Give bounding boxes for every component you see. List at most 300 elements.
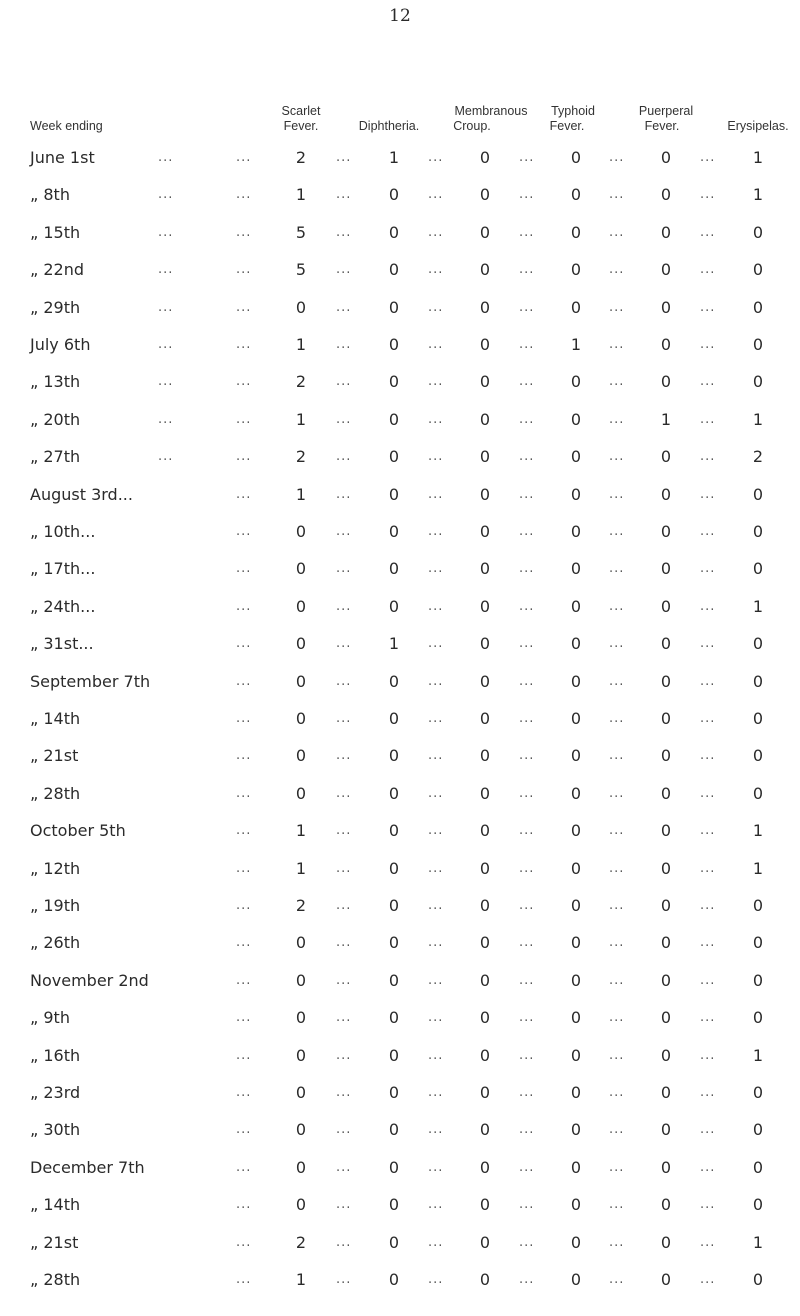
label-leader-dots: ... [158,449,174,465]
cell-value: 0 [479,1195,491,1215]
cell-value: 0 [570,222,582,242]
leader-dots: ... [336,1159,352,1175]
leader-dots: ... [700,711,716,726]
cell-value: 0 [752,1195,764,1215]
cell-value: 0 [388,746,400,766]
cell-value: 0 [570,1157,582,1177]
table-row [0,969,800,993]
week-ending-label: „ 26th [30,933,81,953]
cell-value: 0 [752,1008,764,1028]
table-row [0,370,800,394]
leader-dots: ... [519,711,535,726]
leader-dots: ... [609,785,625,801]
leader-dots: ... [236,785,252,801]
cell-value: 1 [752,596,764,616]
leader-dots: ... [609,224,625,240]
leader-dots: ... [519,1272,535,1287]
cell-value: 0 [570,185,582,205]
cell-value: 0 [388,1008,400,1028]
leader-dots: ... [236,449,252,465]
leader-dots: ... [236,598,252,614]
leader-dots: ... [519,860,535,876]
cell-value: 0 [479,1270,491,1289]
leader-dots: ... [336,374,352,390]
leader-dots: ... [428,262,444,278]
cell-value: 0 [479,821,491,841]
cell-value: 0 [752,297,764,317]
cell-value: 0 [388,671,400,691]
cell-value: 0 [752,933,764,953]
week-ending-label: „ 27th [30,447,81,467]
leader-dots: ... [336,823,352,839]
cell-value: 0 [660,634,672,654]
cell-value: 0 [570,1195,582,1215]
cell-value: 0 [388,335,400,354]
leader-dots: ... [609,1197,625,1213]
cell-value: 0 [479,372,491,392]
leader-dots: ... [336,449,352,465]
cell-value: 0 [479,746,491,766]
cell-value: 0 [295,522,307,541]
cell-value: 0 [660,1120,672,1140]
cell-value: 2 [295,447,307,467]
leader-dots: ... [236,972,252,988]
header-croup: Croup. [453,119,491,133]
leader-dots: ... [700,598,716,614]
cell-value: 0 [295,970,307,990]
week-ending-label: „ 21st [30,746,79,766]
cell-value: 0 [295,1195,307,1215]
leader-dots: ... [519,1047,535,1063]
leader-dots: ... [700,1085,716,1100]
leader-dots: ... [609,449,625,465]
leader-dots: ... [700,449,716,465]
cell-value: 0 [570,372,582,392]
week-ending-label: September 7th [30,671,151,691]
header-typhoid-fever-line1: Typhoid [551,104,595,118]
cell-value: 1 [295,821,307,841]
leader-dots: ... [336,561,352,577]
week-ending-label: „ 31st... [30,634,94,654]
cell-value: 0 [660,1232,672,1252]
leader-dots: ... [609,1159,625,1175]
cell-value: 0 [479,484,491,504]
week-ending-label: „ 30th [30,1120,81,1140]
leader-dots: ... [336,1010,352,1026]
leader-dots: ... [700,1272,716,1287]
cell-value: 0 [752,222,764,242]
cell-value: 0 [388,409,400,429]
cell-value: 0 [660,933,672,953]
cell-value: 0 [479,783,491,803]
leader-dots: ... [336,299,352,315]
leader-dots: ... [700,486,716,502]
leader-dots: ... [236,524,252,539]
leader-dots: ... [236,1234,252,1250]
week-ending-label: December 7th [30,1157,145,1177]
leader-dots: ... [700,187,716,203]
leader-dots: ... [519,785,535,801]
cell-value: 0 [660,1008,672,1028]
week-ending-label: August 3rd... [30,484,133,504]
cell-value: 0 [570,596,582,616]
cell-value: 0 [295,559,307,579]
cell-value: 0 [752,896,764,915]
cell-value: 0 [660,559,672,579]
leader-dots: ... [428,1047,444,1063]
leader-dots: ... [428,561,444,577]
table-row [0,1006,800,1030]
cell-value: 0 [570,297,582,317]
leader-dots: ... [236,673,252,689]
cell-value: 0 [479,559,491,579]
cell-value: 0 [388,596,400,616]
week-ending-label: „ 13th [30,372,81,392]
leader-dots: ... [519,150,535,165]
leader-dots: ... [609,860,625,876]
cell-value: 0 [479,297,491,317]
table-row [0,445,800,469]
table-row [0,1231,800,1255]
cell-value: 0 [295,1120,307,1140]
cell-value: 0 [660,1195,672,1215]
cell-value: 1 [388,634,400,654]
leader-dots: ... [700,1234,716,1250]
leader-dots: ... [428,374,444,390]
label-leader-dots: ... [158,150,174,165]
leader-dots: ... [236,299,252,315]
leader-dots: ... [336,785,352,801]
leader-dots: ... [336,935,352,951]
leader-dots: ... [519,823,535,839]
leader-dots: ... [609,1047,625,1063]
cell-value: 0 [479,709,491,728]
leader-dots: ... [236,636,252,652]
leader-dots: ... [609,673,625,689]
leader-dots: ... [428,411,444,427]
cell-value: 0 [660,1157,672,1177]
cell-value: 0 [752,260,764,280]
leader-dots: ... [519,1085,535,1100]
cell-value: 0 [479,970,491,990]
week-ending-label: „ 14th [30,709,81,728]
table-row [0,1044,800,1068]
leader-dots: ... [609,262,625,278]
leader-dots: ... [336,898,352,913]
week-ending-label: June 1st [30,148,95,167]
leader-dots: ... [519,561,535,577]
leader-dots: ... [336,411,352,427]
leader-dots: ... [519,374,535,390]
leader-dots: ... [609,823,625,839]
table-row [0,408,800,432]
leader-dots: ... [609,411,625,427]
leader-dots: ... [519,636,535,652]
cell-value: 0 [660,222,672,242]
leader-dots: ... [236,224,252,240]
cell-value: 1 [295,484,307,504]
leader-dots: ... [700,524,716,539]
cell-value: 1 [295,858,307,878]
leader-dots: ... [336,1122,352,1138]
leader-dots: ... [609,711,625,726]
week-ending-label: „ 17th... [30,559,96,579]
leader-dots: ... [519,598,535,614]
cell-value: 0 [388,783,400,803]
cell-value: 0 [388,447,400,467]
leader-dots: ... [428,224,444,240]
week-ending-label: „ 14th [30,1195,81,1215]
header-puerperal-fever-line2: Fever. [644,119,680,133]
cell-value: 0 [479,1045,491,1065]
leader-dots: ... [236,1272,252,1287]
cell-value: 2 [295,372,307,392]
cell-value: 0 [660,596,672,616]
leader-dots: ... [519,449,535,465]
cell-value: 0 [295,746,307,766]
leader-dots: ... [519,486,535,502]
cell-value: 0 [752,1270,764,1289]
leader-dots: ... [700,1047,716,1063]
table-row [0,296,800,320]
leader-dots: ... [336,337,352,352]
leader-dots: ... [519,299,535,315]
cell-value: 0 [479,335,491,354]
leader-dots: ... [700,636,716,652]
week-ending-label: July 6th [30,335,91,354]
leader-dots: ... [609,374,625,390]
cell-value: 0 [752,335,764,354]
cell-value: 0 [570,1232,582,1252]
week-ending-label: „ 20th [30,409,81,429]
cell-value: 1 [752,185,764,205]
label-leader-dots: ... [158,337,174,352]
leader-dots: ... [700,898,716,913]
cell-value: 0 [479,1232,491,1252]
leader-dots: ... [336,1234,352,1250]
cell-value: 0 [660,335,672,354]
label-leader-dots: ... [158,411,174,427]
cell-value: 1 [295,335,307,354]
leader-dots: ... [519,935,535,951]
cell-value: 0 [295,1157,307,1177]
table-row [0,258,800,282]
table-row [0,1268,800,1292]
leader-dots: ... [700,935,716,951]
cell-value: 0 [660,746,672,766]
table-row [0,333,800,357]
cell-value: 0 [570,409,582,429]
leader-dots: ... [428,636,444,652]
cell-value: 0 [479,222,491,242]
cell-value: 0 [479,1120,491,1140]
leader-dots: ... [700,561,716,577]
page-number: 12 [389,6,411,26]
leader-dots: ... [236,748,252,764]
cell-value: 0 [479,858,491,878]
cell-value: 0 [388,522,400,541]
week-ending-label: „ 28th [30,783,81,803]
cell-value: 1 [570,335,582,354]
cell-value: 0 [388,222,400,242]
header-membranous: Membranous [454,104,528,118]
leader-dots: ... [609,486,625,502]
leader-dots: ... [428,337,444,352]
label-leader-dots: ... [158,187,174,203]
leader-dots: ... [519,898,535,913]
cell-value: 0 [752,484,764,504]
cell-value: 0 [570,1120,582,1140]
leader-dots: ... [428,486,444,502]
header-diphtheria: Diphtheria. [358,119,420,133]
leader-dots: ... [336,1197,352,1213]
leader-dots: ... [519,524,535,539]
cell-value: 0 [752,1120,764,1140]
cell-value: 1 [660,409,672,429]
leader-dots: ... [428,598,444,614]
leader-dots: ... [519,224,535,240]
leader-dots: ... [609,598,625,614]
cell-value: 0 [295,709,307,728]
table-row [0,183,800,207]
leader-dots: ... [700,1197,716,1213]
cell-value: 0 [660,372,672,392]
leader-dots: ... [336,972,352,988]
cell-value: 0 [752,671,764,691]
leader-dots: ... [428,1085,444,1100]
leader-dots: ... [236,150,252,165]
cell-value: 1 [752,1232,764,1252]
cell-value: 1 [388,148,400,167]
week-ending-label: „ 22nd [30,260,85,280]
cell-value: 0 [479,447,491,467]
cell-value: 0 [570,709,582,728]
leader-dots: ... [428,1234,444,1250]
leader-dots: ... [700,748,716,764]
label-leader-dots: ... [158,224,174,240]
cell-value: 0 [660,297,672,317]
leader-dots: ... [236,1047,252,1063]
cell-value: 0 [295,783,307,803]
week-ending-label: „ 23rd [30,1083,81,1102]
leader-dots: ... [609,1234,625,1250]
leader-dots: ... [519,1122,535,1138]
table-row [0,931,800,955]
leader-dots: ... [236,935,252,951]
cell-value: 1 [295,409,307,429]
week-ending-label: „ 12th [30,858,81,878]
week-ending-label: „ 21st [30,1232,79,1252]
leader-dots: ... [700,337,716,352]
cell-value: 0 [295,1045,307,1065]
table-row [0,857,800,881]
cell-value: 0 [479,1008,491,1028]
leader-dots: ... [519,673,535,689]
leader-dots: ... [236,711,252,726]
cell-value: 1 [752,821,764,841]
week-ending-label: „ 19th [30,896,81,915]
cell-value: 0 [388,709,400,728]
header-week-ending: Week ending [30,119,103,133]
leader-dots: ... [428,823,444,839]
leader-dots: ... [336,262,352,278]
leader-dots: ... [609,187,625,203]
cell-value: 0 [570,858,582,878]
leader-dots: ... [236,1010,252,1026]
leader-dots: ... [609,972,625,988]
cell-value: 0 [570,933,582,953]
cell-value: 0 [295,1083,307,1102]
cell-value: 0 [388,559,400,579]
leader-dots: ... [700,224,716,240]
cell-value: 0 [479,933,491,953]
leader-dots: ... [519,1234,535,1250]
week-ending-label: „ 16th [30,1045,81,1065]
cell-value: 0 [570,1045,582,1065]
cell-value: 0 [570,1270,582,1289]
leader-dots: ... [428,748,444,764]
leader-dots: ... [700,1122,716,1138]
leader-dots: ... [609,898,625,913]
cell-value: 0 [570,260,582,280]
cell-value: 0 [388,970,400,990]
leader-dots: ... [609,1085,625,1100]
cell-value: 1 [752,409,764,429]
leader-dots: ... [428,1010,444,1026]
leader-dots: ... [519,337,535,352]
week-ending-label: „ 8th [30,185,70,205]
table-row [0,1118,800,1142]
leader-dots: ... [428,972,444,988]
cell-value: 0 [752,522,764,541]
cell-value: 0 [388,1120,400,1140]
leader-dots: ... [700,299,716,315]
cell-value: 2 [752,447,764,467]
leader-dots: ... [236,187,252,203]
cell-value: 0 [752,559,764,579]
header-scarlet-fever-line1: Scarlet [281,104,321,118]
cell-value: 0 [388,1270,400,1289]
leader-dots: ... [336,598,352,614]
table-row [0,1081,800,1105]
leader-dots: ... [336,673,352,689]
leader-dots: ... [609,935,625,951]
cell-value: 0 [479,148,491,167]
cell-value: 0 [388,1157,400,1177]
leader-dots: ... [236,1159,252,1175]
cell-value: 0 [295,671,307,691]
leader-dots: ... [609,299,625,315]
leader-dots: ... [700,411,716,427]
cell-value: 0 [479,522,491,541]
cell-value: 1 [295,185,307,205]
leader-dots: ... [519,411,535,427]
leader-dots: ... [336,150,352,165]
leader-dots: ... [609,337,625,352]
cell-value: 0 [752,709,764,728]
leader-dots: ... [236,823,252,839]
cell-value: 2 [295,896,307,915]
cell-value: 0 [570,447,582,467]
label-leader-dots: ... [158,374,174,390]
cell-value: 1 [752,1045,764,1065]
leader-dots: ... [336,1047,352,1063]
leader-dots: ... [700,374,716,390]
cell-value: 0 [479,260,491,280]
leader-dots: ... [519,972,535,988]
cell-value: 0 [570,746,582,766]
table-row [0,894,800,918]
